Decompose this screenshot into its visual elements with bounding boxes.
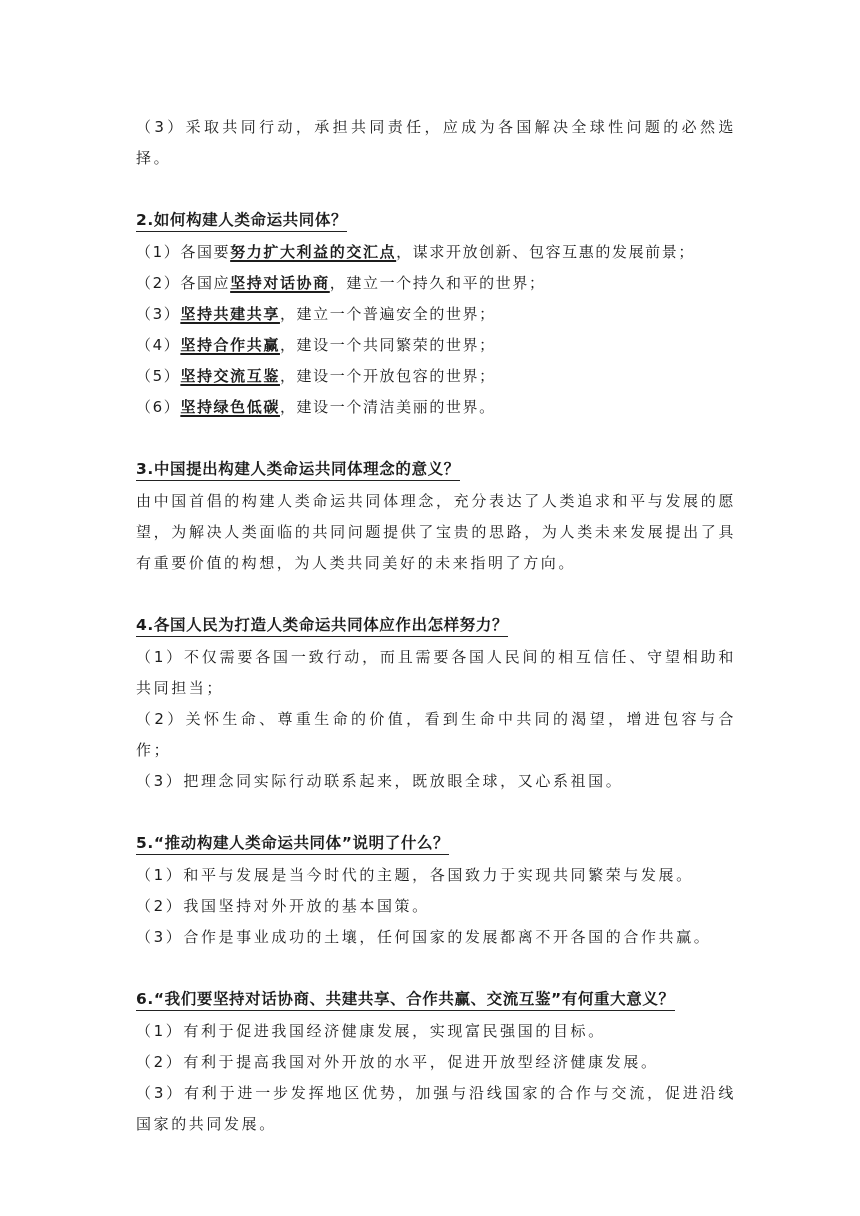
section-4-item: （2）关怀生命、尊重生命的价值，看到生命中共同的渴望，增进包容与合作； xyxy=(136,710,736,759)
section-5-item: （2）我国坚持对外开放的基本国策。 xyxy=(136,897,430,915)
section-5-item: （3）合作是事业成功的土壤，任何国家的发展都离不开各国的合作共赢。 xyxy=(136,928,712,946)
key-phrase: 坚持对话协商 xyxy=(230,274,330,292)
section-gap xyxy=(136,423,736,454)
section-6-item: （1）有利于促进我国经济健康发展，实现富民强国的目标。 xyxy=(136,1022,606,1040)
key-phrase: 坚持合作共赢 xyxy=(180,336,280,354)
section-gap xyxy=(136,579,736,610)
intro-paragraph: （3）采取共同行动，承担共同责任，应成为各国解决全球性问题的必然选择。 xyxy=(136,118,736,167)
key-phrase: 坚持共建共享 xyxy=(180,305,280,323)
section-4-item: （3）把理念同实际行动联系起来，既放眼全球，又心系祖国。 xyxy=(136,772,624,790)
section-2-item xyxy=(136,392,736,423)
section-2-item xyxy=(136,330,736,361)
item-suffix: ，建立一个普遍安全的世界； xyxy=(279,305,496,323)
section-2-item xyxy=(136,299,736,330)
item-prefix: （5） xyxy=(136,367,181,385)
item-suffix: ，谋求开放创新、包容互惠的发展前景； xyxy=(396,243,695,261)
item-prefix: （3） xyxy=(136,305,181,323)
item-suffix: ，建设一个开放包容的世界； xyxy=(279,367,496,385)
section-2-heading: 2.如何构建人类命运共同体？ xyxy=(136,209,347,232)
section-gap xyxy=(136,953,736,984)
section-5-item: （1）和平与发展是当今时代的主题，各国致力于实现共同繁荣与发展。 xyxy=(136,866,694,884)
section-2-item xyxy=(136,268,736,299)
section-6 xyxy=(136,984,736,1140)
item-prefix: （4） xyxy=(136,336,181,354)
section-3-heading: 3.中国提出构建人类命运共同体理念的意义？ xyxy=(136,458,460,481)
section-4-item: （1）不仅需要各国一致行动，而且需要各国人民间的相互信任、守望相助和共同担当； xyxy=(136,648,736,697)
key-phrase: 坚持绿色低碳 xyxy=(180,398,280,416)
key-phrase: 努力扩大利益的交汇点 xyxy=(230,243,397,261)
item-prefix: （6） xyxy=(136,398,181,416)
section-gap xyxy=(136,797,736,828)
item-suffix: ，建设一个共同繁荣的世界； xyxy=(279,336,496,354)
section-4 xyxy=(136,610,736,797)
section-2-item xyxy=(136,361,736,392)
section-6-heading: 6.“我们要坚持对话协商、共建共享、合作共赢、交流互鉴”有何重大意义？ xyxy=(136,988,675,1011)
section-4-heading: 4.各国人民为打造人类命运共同体应作出怎样努力？ xyxy=(136,614,508,637)
item-suffix: ，建立一个持久和平的世界； xyxy=(329,274,546,292)
section-6-item: （3）有利于进一步发挥地区优势，加强与沿线国家的合作与交流，促进沿线国家的共同发展。 xyxy=(136,1084,736,1133)
item-prefix: （1）各国要 xyxy=(136,243,231,261)
section-gap xyxy=(136,174,736,205)
section-2-item xyxy=(136,237,736,268)
section-3-body: 由中国首倡的构建人类命运共同体理念，充分表达了人类追求和平与发展的愿望，为解决人类面临的共同问题提供了宝贵的思路，为人类未来发展提出了具有重要价值的构想，为人类共同美好的未来指明了方向。 xyxy=(136,492,736,572)
item-prefix: （2）各国应 xyxy=(136,274,231,292)
section-5-heading: 5.“推动构建人类命运共同体”说明了什么？ xyxy=(136,832,449,855)
item-suffix: ，建设一个清洁美丽的世界。 xyxy=(279,398,496,416)
section-2 xyxy=(136,205,736,423)
document-page xyxy=(136,112,736,1140)
section-5 xyxy=(136,828,736,953)
section-6-item: （2）有利于提高我国对外开放的水平，促进开放型经济健康发展。 xyxy=(136,1053,659,1071)
section-3 xyxy=(136,454,736,579)
key-phrase: 坚持交流互鉴 xyxy=(180,367,280,385)
